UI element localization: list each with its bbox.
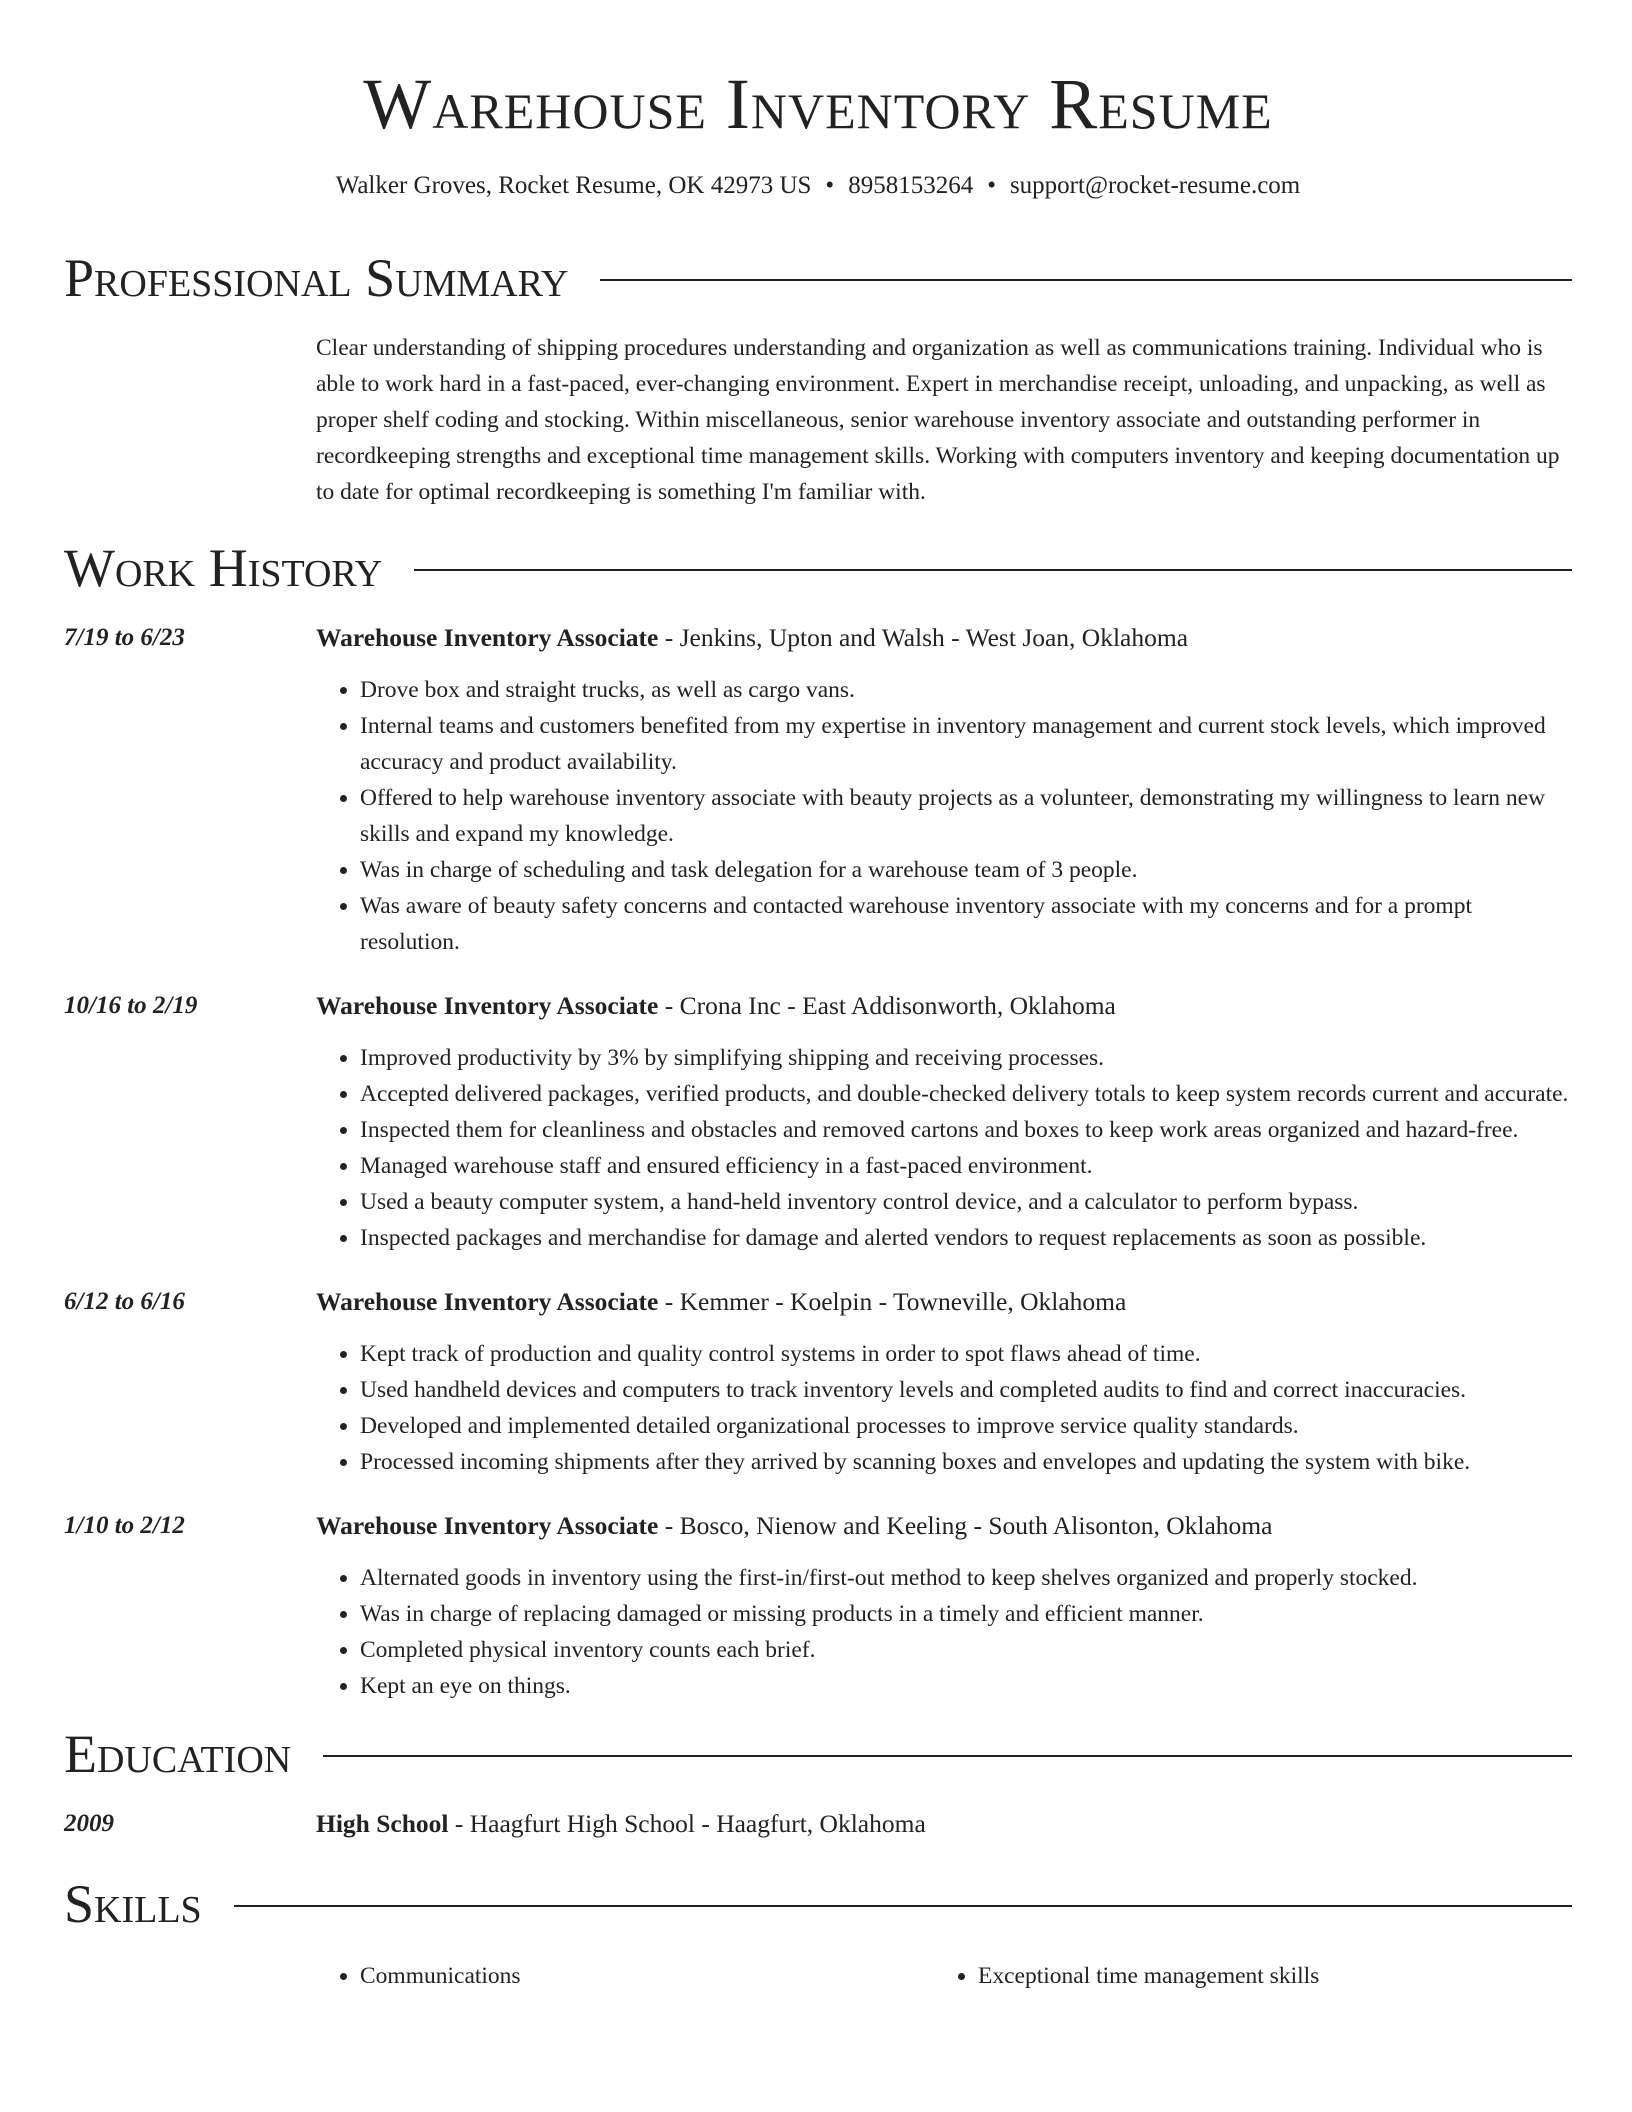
summary-heading	[64, 248, 1572, 308]
job-role: Warehouse Inventory Associate	[316, 1511, 659, 1540]
job-date: 1/10 to 2/12	[64, 1512, 185, 1539]
education-line	[316, 1806, 1572, 1842]
job-bullet: • Managed warehouse staff and ensured efficiency in a fast-paced environment.	[360, 1148, 1572, 1184]
bullet-separator: •	[825, 172, 835, 199]
job-bullet: • Was aware of beauty safety concerns and contacted warehouse inventory associate with my concerns and for a prompt resolution.	[360, 888, 1572, 960]
skills-column-left	[316, 1958, 934, 1994]
job-bullet: • Inspected packages and merchandise for damage and alerted vendors to request replacements as soon as possible.	[360, 1220, 1572, 1256]
job-bullet: • Offered to help warehouse inventory associate with beauty projects as a volunteer, demonstrating my willingness to learn new skills and expand my knowledge.	[360, 780, 1572, 852]
education-heading	[64, 1724, 1572, 1784]
job-date: 7/19 to 6/23	[64, 624, 185, 651]
job-bullet: • Accepted delivered packages, verified products, and double-checked delivery totals to keep system records current and accurate.	[360, 1076, 1572, 1112]
education-body	[316, 1806, 1572, 1842]
job-bullet: • Was in charge of replacing damaged or missing products in a timely and efficient manner.	[360, 1596, 1572, 1632]
job-role: Warehouse Inventory Associate	[316, 623, 659, 652]
job-employer: - Crona Inc - East Addisonworth, Oklahoma	[658, 991, 1116, 1020]
job-bullet: • Was in charge of scheduling and task delegation for a warehouse team of 3 people.	[360, 852, 1572, 888]
job-bullet: • Internal teams and customers benefited from my expertise in inventory management and current stock levels, which improved accuracy and product availability.	[360, 708, 1572, 780]
education-degree: High School	[316, 1809, 449, 1838]
job-entry	[64, 1508, 1572, 1704]
summary-text: Clear understanding of shipping procedures understanding and organization as well as communications training. Individual who is able to work hard in a fast-paced, ever-changing environment. Expert in merchandise receipt, unloading, and unpacking, as well as proper shelf coding and stocking. Within miscellaneous, senior warehouse inventory associate and outstanding performer in recordkeeping strengths and exceptional time management skills. Working with computers inventory and keeping documentation up to date for optimal recordkeeping is something I'm familiar with.	[316, 335, 1560, 505]
skill-item: • Exceptional time management skills	[978, 1958, 1552, 1994]
bullet-separator: •	[987, 172, 996, 199]
contact-phone: 8958153264	[848, 172, 974, 199]
section-divider	[323, 1755, 1572, 1757]
section-divider	[600, 279, 1572, 281]
contact-address: Walker Groves, Rocket Resume, OK 42973 US	[335, 172, 812, 199]
job-bullet: • Alternated goods in inventory using the first-in/first-out method to keep shelves organized and properly stocked.	[360, 1560, 1572, 1596]
job-body	[316, 1508, 1572, 1704]
job-entry	[64, 988, 1572, 1256]
skills-heading	[64, 1874, 1572, 1934]
job-heading	[316, 988, 1572, 1024]
skills-title: Skills	[64, 1874, 202, 1934]
job-heading	[316, 620, 1572, 656]
job-heading	[316, 1284, 1572, 1320]
job-bullet: • Used handheld devices and computers to track inventory levels and completed audits to find and correct inaccuracies.	[360, 1372, 1572, 1408]
job-heading	[316, 1508, 1572, 1544]
work-title: Work History	[64, 538, 383, 598]
job-bullet: • Used a beauty computer system, a hand-held inventory control device, and a calculator to perform bypass.	[360, 1184, 1572, 1220]
job-date: 10/16 to 2/19	[64, 992, 198, 1019]
job-role: Warehouse Inventory Associate	[316, 1287, 659, 1316]
job-employer: - Kemmer - Koelpin - Towneville, Oklahoma	[658, 1287, 1127, 1316]
education-date: 2009	[64, 1810, 114, 1837]
work-list	[64, 620, 1572, 1704]
resume-page	[64, 0, 1572, 1994]
job-bullets	[316, 1336, 1572, 1480]
summary-title: Professional Summary	[64, 248, 569, 308]
job-bullets	[316, 1040, 1572, 1256]
job-entry	[64, 620, 1572, 960]
job-bullets	[316, 1560, 1572, 1704]
work-heading	[64, 538, 1572, 598]
skills-column-right	[934, 1958, 1552, 1994]
skills-grid	[316, 1958, 1572, 1994]
section-divider	[234, 1905, 1572, 1907]
job-bullet: • Kept track of production and quality control systems in order to spot flaws ahead of time.	[360, 1336, 1572, 1372]
skill-item: • Communications	[360, 1958, 934, 1994]
job-bullet: • Developed and implemented detailed organizational processes to improve service quality standards.	[360, 1408, 1572, 1444]
education-entry	[64, 1806, 1572, 1842]
education-title: Education	[64, 1724, 292, 1784]
job-body	[316, 620, 1572, 960]
job-bullet: • Drove box and straight trucks, as well as cargo vans.	[360, 672, 1572, 708]
job-body	[316, 1284, 1572, 1480]
job-entry	[64, 1284, 1572, 1480]
job-date: 6/12 to 6/16	[64, 1288, 185, 1315]
job-employer: - Jenkins, Upton and Walsh - West Joan, Oklahoma	[658, 623, 1189, 652]
section-divider	[414, 569, 1572, 571]
job-role: Warehouse Inventory Associate	[316, 991, 659, 1020]
job-bullet: • Processed incoming shipments after they arrived by scanning boxes and envelopes and updating the system with bike.	[360, 1444, 1572, 1480]
resume-title: Warehouse Inventory Resume	[363, 64, 1273, 144]
contact-email: support@rocket-resume.com	[1009, 172, 1301, 199]
job-body	[316, 988, 1572, 1256]
job-bullet: • Inspected them for cleanliness and obstacles and removed cartons and boxes to keep work areas organized and hazard-free.	[360, 1112, 1572, 1148]
job-employer: - Bosco, Nienow and Keeling - South Alisonton, Oklahoma	[658, 1511, 1273, 1540]
job-bullet: • Completed physical inventory counts each brief.	[360, 1632, 1572, 1668]
job-bullet: • Kept an eye on things.	[360, 1668, 1572, 1704]
contact-line	[64, 170, 1572, 202]
job-bullets	[316, 672, 1572, 960]
job-bullet: • Improved productivity by 3% by simplifying shipping and receiving processes.	[360, 1040, 1572, 1076]
education-school: - Haagfurt High School - Haagfurt, Oklahoma	[448, 1809, 926, 1838]
